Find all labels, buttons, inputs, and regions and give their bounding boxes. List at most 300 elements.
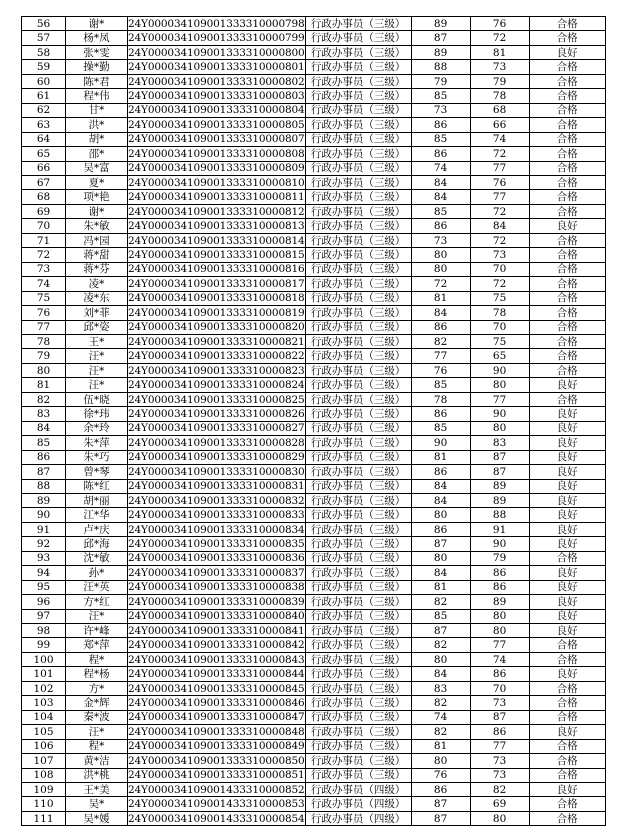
- occupation-level: 行政办事员（三级）: [305, 609, 411, 623]
- result-grade: 合格: [529, 175, 605, 189]
- table-row: [22, 204, 606, 218]
- skill-score: 89: [470, 479, 529, 493]
- skill-score: 86: [470, 667, 529, 681]
- table-row: [22, 147, 606, 161]
- certificate-id: 24Y000034109001333310000814: [128, 234, 305, 247]
- result-grade: 合格: [529, 363, 605, 377]
- table-row: [22, 522, 606, 536]
- candidate-name: 陈*红: [66, 479, 128, 493]
- result-grade: 合格: [529, 103, 605, 117]
- result-grade: 良好: [529, 624, 605, 638]
- result-grade: 良好: [529, 45, 605, 59]
- candidate-name: 王*美: [66, 783, 128, 797]
- occupation-level: 行政办事员（三级）: [305, 306, 411, 320]
- result-grade: 合格: [529, 118, 605, 132]
- candidate-name: 朱*敏: [66, 219, 128, 233]
- table-row: [22, 508, 606, 522]
- candidate-name: 程*伟: [66, 89, 128, 103]
- result-grade: 合格: [529, 754, 605, 768]
- result-grade: 良好: [529, 566, 605, 580]
- row-number: 111: [22, 811, 66, 825]
- table-row: [22, 710, 606, 724]
- candidate-name: 郑*萍: [66, 638, 128, 652]
- row-number: 90: [22, 508, 66, 522]
- result-grade: 合格: [529, 797, 605, 811]
- candidate-name: 曾*琴: [66, 465, 128, 479]
- table-row: [22, 363, 606, 377]
- row-number: 105: [22, 725, 66, 739]
- row-number: 73: [22, 262, 66, 276]
- result-grade: 合格: [529, 696, 605, 710]
- theory-score: 84: [411, 493, 470, 507]
- result-grade: 合格: [529, 392, 605, 406]
- result-grade: 合格: [529, 551, 605, 565]
- certificate-id: 24Y000034109001333310000847: [128, 711, 305, 724]
- occupation-level: 行政办事员（三级）: [305, 147, 411, 161]
- table-row: [22, 306, 606, 320]
- theory-score: 81: [411, 580, 470, 594]
- occupation-level: 行政办事员（三级）: [305, 291, 411, 305]
- certificate-id: 24Y000034109001333310000824: [128, 379, 305, 392]
- skill-score: 86: [470, 566, 529, 580]
- row-number: 77: [22, 320, 66, 334]
- certificate-id: 24Y000034109001333310000817: [128, 277, 305, 290]
- candidate-name: 方*红: [66, 595, 128, 609]
- theory-score: 89: [411, 17, 470, 31]
- skill-score: 86: [470, 725, 529, 739]
- certificate-id: 24Y000034109001333310000821: [128, 335, 305, 348]
- theory-score: 82: [411, 725, 470, 739]
- row-number: 110: [22, 797, 66, 811]
- candidate-name: 秦*波: [66, 710, 128, 724]
- row-number: 94: [22, 566, 66, 580]
- row-number: 84: [22, 421, 66, 435]
- theory-score: 85: [411, 609, 470, 623]
- occupation-level: 行政办事员（三级）: [305, 696, 411, 710]
- candidate-name: 王*: [66, 334, 128, 348]
- certificate-id: 24Y000034109001333310000805: [128, 118, 305, 131]
- certificate-id: 24Y000034109001333310000819: [128, 306, 305, 319]
- occupation-level: 行政办事员（三级）: [305, 710, 411, 724]
- occupation-level: 行政办事员（三级）: [305, 363, 411, 377]
- candidate-name: 胡*: [66, 132, 128, 146]
- skill-score: 68: [470, 103, 529, 117]
- skill-score: 75: [470, 334, 529, 348]
- result-grade: 合格: [529, 768, 605, 782]
- certificate-id: 24Y000034109001333310000832: [128, 494, 305, 507]
- skill-score: 77: [470, 190, 529, 204]
- theory-score: 81: [411, 450, 470, 464]
- occupation-level: 行政办事员（三级）: [305, 132, 411, 146]
- row-number: 102: [22, 681, 66, 695]
- result-grade: 合格: [529, 248, 605, 262]
- certificate-id: 24Y000034109001333310000810: [128, 176, 305, 189]
- occupation-level: 行政办事员（三级）: [305, 320, 411, 334]
- certificate-id: 24Y000034109001333310000834: [128, 523, 305, 536]
- certificate-id: 24Y000034109001333310000798: [128, 17, 305, 30]
- occupation-level: 行政办事员（三级）: [305, 31, 411, 45]
- occupation-level: 行政办事员（四级）: [305, 811, 411, 825]
- table-row: [22, 17, 606, 31]
- candidate-name: 蒋*芬: [66, 262, 128, 276]
- candidate-name: 凌*: [66, 277, 128, 291]
- theory-score: 84: [411, 479, 470, 493]
- table-row: [22, 797, 606, 811]
- occupation-level: 行政办事员（三级）: [305, 436, 411, 450]
- result-grade: 合格: [529, 60, 605, 74]
- result-grade: 良好: [529, 421, 605, 435]
- certificate-id: 24Y000034109001333310000807: [128, 133, 305, 146]
- theory-score: 80: [411, 754, 470, 768]
- occupation-level: 行政办事员（三级）: [305, 277, 411, 291]
- theory-score: 82: [411, 696, 470, 710]
- skill-score: 72: [470, 147, 529, 161]
- results-body: [22, 17, 606, 826]
- table-row: [22, 219, 606, 233]
- table-row: [22, 479, 606, 493]
- row-number: 72: [22, 248, 66, 262]
- skill-score: 78: [470, 89, 529, 103]
- theory-score: 86: [411, 147, 470, 161]
- skill-score: 87: [470, 710, 529, 724]
- results-table: [21, 16, 606, 826]
- row-number: 63: [22, 118, 66, 132]
- row-number: 66: [22, 161, 66, 175]
- table-row: [22, 103, 606, 117]
- occupation-level: 行政办事员（三级）: [305, 190, 411, 204]
- skill-score: 91: [470, 522, 529, 536]
- theory-score: 80: [411, 248, 470, 262]
- occupation-level: 行政办事员（三级）: [305, 768, 411, 782]
- skill-score: 82: [470, 783, 529, 797]
- table-row: [22, 378, 606, 392]
- skill-score: 70: [470, 262, 529, 276]
- row-number: 65: [22, 147, 66, 161]
- candidate-name: 杨*凤: [66, 31, 128, 45]
- certificate-id: 24Y000034109001333310000813: [128, 220, 305, 233]
- result-grade: 合格: [529, 291, 605, 305]
- theory-score: 84: [411, 667, 470, 681]
- certificate-id: 24Y000034109001333310000811: [128, 191, 305, 204]
- candidate-name: 谢*: [66, 204, 128, 218]
- skill-score: 73: [470, 754, 529, 768]
- theory-score: 87: [411, 31, 470, 45]
- skill-score: 73: [470, 696, 529, 710]
- certificate-id: 24Y000034109001333310000829: [128, 451, 305, 464]
- theory-score: 86: [411, 407, 470, 421]
- candidate-name: 邱*姿: [66, 320, 128, 334]
- skill-score: 72: [470, 277, 529, 291]
- skill-score: 72: [470, 31, 529, 45]
- row-number: 100: [22, 652, 66, 666]
- table-row: [22, 132, 606, 146]
- certificate-id: 24Y000034109001433310000852: [128, 783, 305, 796]
- occupation-level: 行政办事员（三级）: [305, 89, 411, 103]
- result-grade: 合格: [529, 161, 605, 175]
- result-grade: 良好: [529, 436, 605, 450]
- theory-score: 76: [411, 768, 470, 782]
- row-number: 58: [22, 45, 66, 59]
- candidate-name: 朱*巧: [66, 450, 128, 464]
- candidate-name: 吴*媛: [66, 811, 128, 825]
- skill-score: 65: [470, 349, 529, 363]
- row-number: 56: [22, 17, 66, 31]
- row-number: 79: [22, 349, 66, 363]
- certificate-id: 24Y000034109001333310000846: [128, 697, 305, 710]
- result-grade: 合格: [529, 233, 605, 247]
- row-number: 62: [22, 103, 66, 117]
- result-grade: 良好: [529, 493, 605, 507]
- certificate-id: 24Y000034109001333310000802: [128, 75, 305, 88]
- candidate-name: 冯*园: [66, 233, 128, 247]
- result-grade: 良好: [529, 378, 605, 392]
- skill-score: 80: [470, 421, 529, 435]
- row-number: 89: [22, 493, 66, 507]
- table-row: [22, 551, 606, 565]
- table-row: [22, 407, 606, 421]
- occupation-level: 行政办事员（三级）: [305, 407, 411, 421]
- table-row: [22, 277, 606, 291]
- skill-score: 83: [470, 436, 529, 450]
- candidate-name: 洪*: [66, 118, 128, 132]
- table-row: [22, 638, 606, 652]
- certificate-id: 24Y000034109001333310000844: [128, 668, 305, 681]
- certificate-id: 24Y000034109001333310000825: [128, 393, 305, 406]
- candidate-name: 卢*庆: [66, 522, 128, 536]
- theory-score: 84: [411, 306, 470, 320]
- table-row: [22, 739, 606, 753]
- theory-score: 73: [411, 233, 470, 247]
- occupation-level: 行政办事员（三级）: [305, 739, 411, 753]
- table-row: [22, 725, 606, 739]
- certificate-id: 24Y000034109001333310000830: [128, 465, 305, 478]
- table-row: [22, 233, 606, 247]
- theory-score: 85: [411, 204, 470, 218]
- certificate-id: 24Y000034109001333310000833: [128, 509, 305, 522]
- result-grade: 合格: [529, 306, 605, 320]
- certificate-id: 24Y000034109001333310000841: [128, 624, 305, 637]
- skill-score: 79: [470, 551, 529, 565]
- result-grade: 良好: [529, 595, 605, 609]
- theory-score: 82: [411, 595, 470, 609]
- table-row: [22, 624, 606, 638]
- certificate-id: 24Y000034109001333310000845: [128, 682, 305, 695]
- table-row: [22, 811, 606, 825]
- table-row: [22, 652, 606, 666]
- result-grade: 合格: [529, 89, 605, 103]
- theory-score: 84: [411, 190, 470, 204]
- occupation-level: 行政办事员（三级）: [305, 479, 411, 493]
- occupation-level: 行政办事员（三级）: [305, 378, 411, 392]
- theory-score: 87: [411, 797, 470, 811]
- certificate-id: 24Y000034109001333310000835: [128, 538, 305, 551]
- row-number: 107: [22, 754, 66, 768]
- certificate-id: 24Y000034109001333310000804: [128, 104, 305, 117]
- theory-score: 82: [411, 638, 470, 652]
- occupation-level: 行政办事员（三级）: [305, 219, 411, 233]
- theory-score: 86: [411, 320, 470, 334]
- result-grade: 合格: [529, 638, 605, 652]
- certificate-id: 24Y000034109001333310000849: [128, 740, 305, 753]
- theory-score: 87: [411, 811, 470, 825]
- row-number: 95: [22, 580, 66, 594]
- row-number: 85: [22, 436, 66, 450]
- row-number: 101: [22, 667, 66, 681]
- row-number: 108: [22, 768, 66, 782]
- theory-score: 87: [411, 624, 470, 638]
- occupation-level: 行政办事员（三级）: [305, 638, 411, 652]
- theory-score: 81: [411, 739, 470, 753]
- results-sheet: [21, 16, 606, 826]
- candidate-name: 谢*: [66, 17, 128, 31]
- occupation-level: 行政办事员（三级）: [305, 580, 411, 594]
- theory-score: 84: [411, 566, 470, 580]
- row-number: 70: [22, 219, 66, 233]
- row-number: 81: [22, 378, 66, 392]
- candidate-name: 程*: [66, 739, 128, 753]
- occupation-level: 行政办事员（三级）: [305, 103, 411, 117]
- result-grade: 良好: [529, 667, 605, 681]
- result-grade: 合格: [529, 74, 605, 88]
- candidate-name: 张*雯: [66, 45, 128, 59]
- certificate-id: 24Y000034109001333310000818: [128, 292, 305, 305]
- candidate-name: 洪*桃: [66, 768, 128, 782]
- certificate-id: 24Y000034109001333310000812: [128, 205, 305, 218]
- skill-score: 80: [470, 811, 529, 825]
- table-row: [22, 768, 606, 782]
- candidate-name: 沈*敏: [66, 551, 128, 565]
- row-number: 88: [22, 479, 66, 493]
- occupation-level: 行政办事员（四级）: [305, 783, 411, 797]
- result-grade: 合格: [529, 681, 605, 695]
- skill-score: 72: [470, 233, 529, 247]
- result-grade: 良好: [529, 508, 605, 522]
- candidate-name: 项*艳: [66, 190, 128, 204]
- table-row: [22, 493, 606, 507]
- row-number: 67: [22, 175, 66, 189]
- candidate-name: 汪*英: [66, 580, 128, 594]
- candidate-name: 夏*: [66, 175, 128, 189]
- skill-score: 70: [470, 320, 529, 334]
- skill-score: 79: [470, 74, 529, 88]
- skill-score: 89: [470, 493, 529, 507]
- theory-score: 74: [411, 161, 470, 175]
- result-grade: 合格: [529, 204, 605, 218]
- result-grade: 良好: [529, 407, 605, 421]
- table-row: [22, 349, 606, 363]
- certificate-id: 24Y000034109001333310000816: [128, 263, 305, 276]
- skill-score: 74: [470, 132, 529, 146]
- table-row: [22, 45, 606, 59]
- certificate-id: 24Y000034109001333310000840: [128, 610, 305, 623]
- skill-score: 84: [470, 219, 529, 233]
- row-number: 74: [22, 277, 66, 291]
- table-row: [22, 681, 606, 695]
- candidate-name: 朱*萍: [66, 436, 128, 450]
- certificate-id: 24Y000034109001333310000803: [128, 89, 305, 102]
- certificate-id: 24Y000034109001333310000826: [128, 407, 305, 420]
- skill-score: 78: [470, 306, 529, 320]
- occupation-level: 行政办事员（三级）: [305, 17, 411, 31]
- theory-score: 80: [411, 262, 470, 276]
- skill-score: 77: [470, 739, 529, 753]
- result-grade: 合格: [529, 277, 605, 291]
- result-grade: 良好: [529, 479, 605, 493]
- skill-score: 74: [470, 652, 529, 666]
- result-grade: 良好: [529, 219, 605, 233]
- certificate-id: 24Y000034109001333310000827: [128, 422, 305, 435]
- table-row: [22, 175, 606, 189]
- result-grade: 合格: [529, 652, 605, 666]
- occupation-level: 行政办事员（三级）: [305, 624, 411, 638]
- row-number: 57: [22, 31, 66, 45]
- occupation-level: 行政办事员（三级）: [305, 392, 411, 406]
- skill-score: 76: [470, 175, 529, 189]
- result-grade: 合格: [529, 320, 605, 334]
- certificate-id: 24Y000034109001333310000850: [128, 754, 305, 767]
- table-row: [22, 783, 606, 797]
- occupation-level: 行政办事员（三级）: [305, 74, 411, 88]
- skill-score: 80: [470, 624, 529, 638]
- result-grade: 合格: [529, 132, 605, 146]
- row-number: 68: [22, 190, 66, 204]
- table-row: [22, 696, 606, 710]
- theory-score: 85: [411, 132, 470, 146]
- certificate-id: 24Y000034109001333310000851: [128, 769, 305, 782]
- certificate-id: 24Y000034109001333310000823: [128, 364, 305, 377]
- certificate-id: 24Y000034109001333310000837: [128, 566, 305, 579]
- row-number: 91: [22, 522, 66, 536]
- skill-score: 87: [470, 465, 529, 479]
- occupation-level: 行政办事员（三级）: [305, 566, 411, 580]
- occupation-level: 行政办事员（三级）: [305, 754, 411, 768]
- row-number: 104: [22, 710, 66, 724]
- occupation-level: 行政办事员（三级）: [305, 118, 411, 132]
- result-grade: 良好: [529, 609, 605, 623]
- certificate-id: 24Y000034109001333310000815: [128, 248, 305, 261]
- table-row: [22, 89, 606, 103]
- candidate-name: 伍*晓: [66, 392, 128, 406]
- candidate-name: 陈*君: [66, 74, 128, 88]
- certificate-id: 24Y000034109001333310000836: [128, 552, 305, 565]
- candidate-name: 吴*富: [66, 161, 128, 175]
- occupation-level: 行政办事员（四级）: [305, 797, 411, 811]
- row-number: 75: [22, 291, 66, 305]
- table-row: [22, 60, 606, 74]
- occupation-level: 行政办事员（三级）: [305, 595, 411, 609]
- result-grade: 合格: [529, 739, 605, 753]
- certificate-id: 24Y000034109001333310000839: [128, 595, 305, 608]
- table-row: [22, 754, 606, 768]
- candidate-name: 胡*丽: [66, 493, 128, 507]
- skill-score: 76: [470, 17, 529, 31]
- row-number: 78: [22, 334, 66, 348]
- occupation-level: 行政办事员（三级）: [305, 652, 411, 666]
- occupation-level: 行政办事员（三级）: [305, 465, 411, 479]
- table-row: [22, 74, 606, 88]
- table-row: [22, 392, 606, 406]
- occupation-level: 行政办事员（三级）: [305, 161, 411, 175]
- certificate-id: 24Y000034109001333310000820: [128, 321, 305, 334]
- occupation-level: 行政办事员（三级）: [305, 233, 411, 247]
- skill-score: 73: [470, 60, 529, 74]
- row-number: 80: [22, 363, 66, 377]
- occupation-level: 行政办事员（三级）: [305, 537, 411, 551]
- occupation-level: 行政办事员（三级）: [305, 204, 411, 218]
- theory-score: 83: [411, 681, 470, 695]
- candidate-name: 程*: [66, 652, 128, 666]
- certificate-id: 24Y000034109001333310000809: [128, 162, 305, 175]
